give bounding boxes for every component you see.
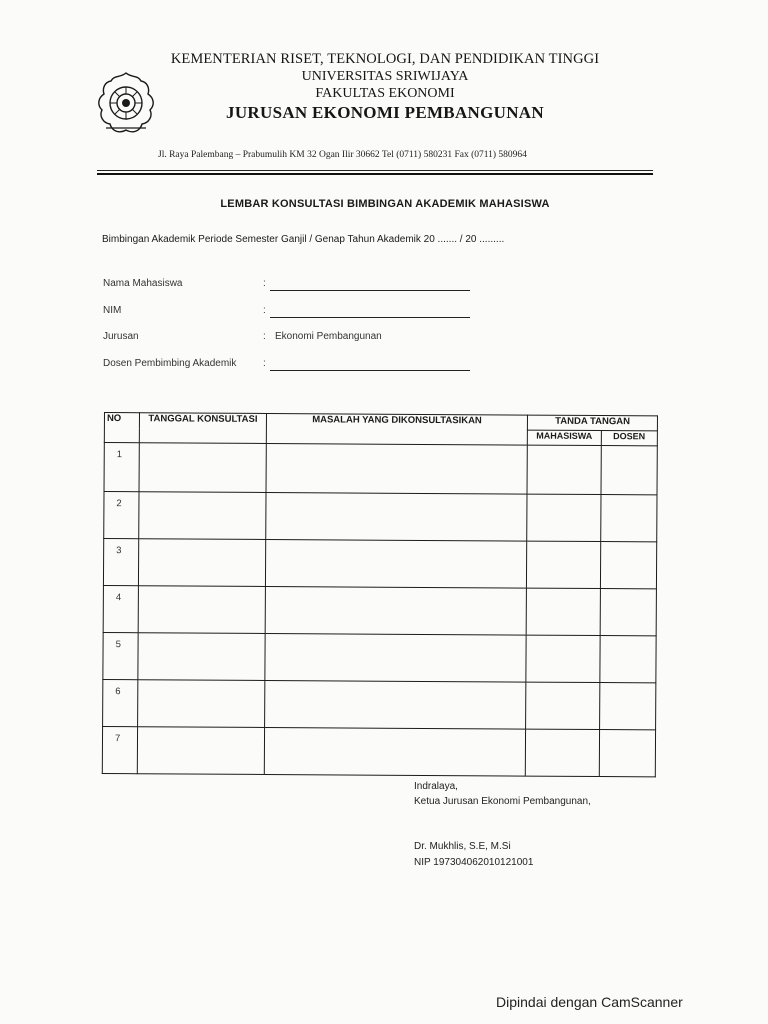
signature-nip: NIP 197304062010121001 (414, 857, 534, 868)
field-colon: : (263, 331, 266, 342)
cell-masalah[interactable] (266, 493, 528, 542)
header-no: NO (104, 413, 139, 443)
cell-tanggal[interactable] (139, 443, 266, 493)
table-row (104, 492, 657, 542)
table-row (103, 679, 656, 729)
cell-dosen[interactable] (601, 446, 658, 495)
cell-dosen[interactable] (600, 589, 657, 636)
row-number: 6 (103, 679, 138, 726)
table-row (103, 585, 656, 635)
cell-masalah[interactable] (265, 633, 527, 682)
table-row (104, 443, 657, 495)
row-number: 4 (103, 585, 138, 632)
department-name: JURUSAN EKONOMI PEMBANGUNAN (226, 103, 544, 122)
cell-tanggal[interactable] (139, 492, 266, 540)
field-value: Ekonomi Pembangunan (275, 331, 382, 342)
cell-tanggal[interactable] (139, 539, 266, 587)
header-tanggal: TANGGAL KONSULTASI (140, 413, 267, 444)
signature-role: Ketua Jurusan Ekonomi Pembangunan, (414, 796, 591, 807)
fill-in-line[interactable] (270, 370, 470, 371)
field-label: Jurusan (103, 331, 139, 342)
table-row (102, 726, 655, 776)
cell-masalah[interactable] (266, 443, 528, 494)
cell-masalah[interactable] (265, 540, 527, 589)
header-tanda-tangan: TANDA TANGAN (528, 415, 658, 431)
cell-tanggal[interactable] (138, 586, 265, 634)
row-number: 5 (103, 632, 138, 679)
faculty-name: FAKULTAS EKONOMI (315, 86, 455, 101)
signature-name: Dr. Mukhlis, S.E, M.Si (414, 841, 511, 852)
letterhead (150, 50, 620, 124)
table-row (103, 632, 656, 682)
letterhead-divider-thin (97, 170, 653, 171)
camscanner-watermark: Dipindai dengan CamScanner (496, 994, 683, 1010)
cell-tanggal[interactable] (138, 633, 265, 681)
cell-tanggal[interactable] (137, 727, 264, 775)
row-number: 2 (104, 492, 139, 539)
cell-mahasiswa[interactable] (527, 445, 601, 494)
fill-in-line[interactable] (270, 290, 470, 291)
cell-mahasiswa[interactable] (526, 729, 600, 776)
cell-masalah[interactable] (264, 680, 526, 729)
form-title: LEMBAR KONSULTASI BIMBINGAN AKADEMIK MAHASISWA (220, 198, 550, 210)
cell-mahasiswa[interactable] (526, 588, 600, 635)
signature-place: Indralaya, (414, 781, 458, 792)
cell-mahasiswa[interactable] (526, 682, 600, 729)
letterhead-address: Jl. Raya Palembang – Prabumulih KM 32 Ogan Ilir 30662 Tel (0711) 580231 Fax (0711) 580964 (158, 150, 527, 160)
fill-in-line[interactable] (270, 317, 470, 318)
header-masalah: MASALAH YANG DIKONSULTASIKAN (266, 413, 528, 445)
field-colon: : (263, 305, 266, 316)
field-label: NIM (103, 305, 122, 316)
cell-mahasiswa[interactable] (526, 635, 600, 682)
header-mahasiswa: MAHASISWA (528, 430, 601, 445)
field-colon: : (263, 278, 266, 289)
cell-dosen[interactable] (600, 495, 657, 542)
row-number: 3 (103, 539, 138, 586)
field-colon: : (263, 358, 266, 369)
row-number: 1 (104, 443, 139, 492)
field-label: Nama Mahasiswa (103, 278, 183, 289)
field-label: Dosen Pembimbing Akademik (103, 358, 237, 369)
cell-dosen[interactable] (599, 729, 656, 776)
header-dosen: DOSEN (601, 431, 657, 446)
letterhead-divider-thick (97, 173, 653, 175)
cell-masalah[interactable] (264, 727, 526, 776)
cell-mahasiswa[interactable] (527, 541, 601, 588)
university-name: UNIVERSITAS SRIWIJAYA (301, 69, 469, 84)
ministry-name: KEMENTERIAN RISET, TEKNOLOGI, DAN PENDIDIKAN TINGGI (170, 51, 600, 67)
academic-period: Bimbingan Akademik Periode Semester Ganjil / Genap Tahun Akademik 20 ....... / 20 ......... (102, 234, 505, 245)
cell-dosen[interactable] (600, 636, 657, 683)
cell-mahasiswa[interactable] (527, 494, 601, 541)
cell-tanggal[interactable] (138, 680, 265, 728)
cell-masalah[interactable] (265, 586, 527, 635)
consultation-table (102, 412, 658, 777)
cell-dosen[interactable] (600, 542, 657, 589)
row-number: 7 (102, 726, 137, 773)
cell-dosen[interactable] (599, 683, 656, 730)
table-row (103, 539, 656, 589)
